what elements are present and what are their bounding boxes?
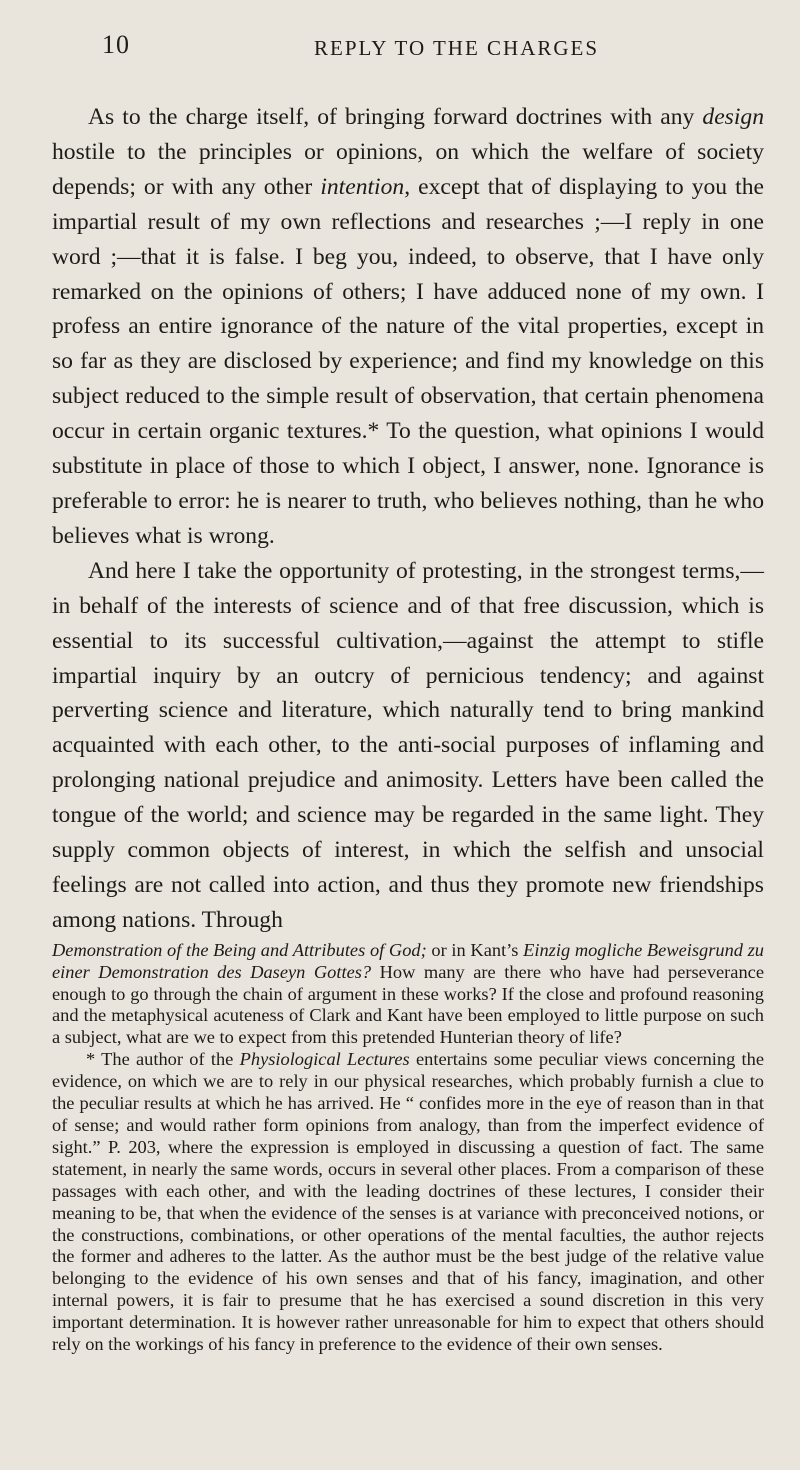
text-run: As to the charge itself, of bringing forward doctrines with any — [88, 104, 703, 130]
continuation-text — [52, 940, 764, 1050]
italic-title: Demonstration of the Being and Attributes of God; — [52, 939, 427, 960]
text-run: or in Kant’s — [426, 939, 524, 960]
running-title: REPLY TO THE CHARGES — [314, 36, 600, 60]
running-header — [102, 30, 760, 70]
text-run: How many are there who have had perseverance enough to go through the chain of argument in these works? If the close and profound reasoning and the metaphysical acuteness of Clark and Kant have been employed to little purpose on such a subject, what are we to expect from this pretended Hunterian theory of life? — [52, 961, 764, 1048]
text-run: * The author of the — [86, 1049, 240, 1070]
italic-title: Einzig mogliche Beweisgrund zu einer Demonstration des Daseyn Gottes? — [52, 939, 765, 982]
paragraph-1 — [52, 100, 764, 554]
main-text — [52, 100, 764, 1356]
text-run: , except that of displaying to you the impartial result of my own reflections and researches ;—I reply in one word ;—that it is false. I beg you, indeed, to observe, that I have only remarked on the opinions of others; I have adduced none of my own. I profess an entire ignorance of the nature of the vital properties, except in so far as they are disclosed by experience; and find my knowledge on this subject reduced to the simple result of observation, that certain phenomena occur in certain organic textures.* To the question, what opinions I would substitute in place of those to which I object, I answer, none. Ignorance is preferable to error: he is nearer to truth, who believes nothing, than he who believes what is wrong. — [52, 173, 764, 549]
text-run: entertains some peculiar views concerning the evidence, on which we are to rely in our physical researches, which probably furnish a clue to the peculiar results at which he has arrived. He “ confides more in the eye of reason than in that of sense; and would rather form opinions from analogy, than from the imperfect evidence of sight.” P. 203, where the expression is employed in discussing a question of fact. The same statement, in nearly the same words, occurs in several other places. From a comparison of these passages with each other, and with the leading doctrines of these lectures, I consider their meaning to be, that when the evidence of the senses is at variance with preconceived notions, or the constructions, combinations, or other operations of the mental faculties, the author rejects the former and adheres to the latter. As the author must be the best judge of the relative value belonging to the evidence of his own senses and that of his fancy, imagination, and other internal powers, it is fair to presume that he has exercised a sound discretion in this very important determination. It is however rather unreasonable for him to expect that others should rely on the workings of his fancy in preference to the evidence of their own senses. — [52, 1049, 765, 1355]
italic-word: intention — [320, 173, 405, 200]
italic-word: design — [702, 104, 764, 130]
italic-title: Physiological Lectures — [239, 1049, 410, 1070]
footnote — [52, 1049, 764, 1356]
small-print — [52, 940, 764, 1356]
page-number: 10 — [102, 30, 130, 59]
paragraph-2: And here I take the opportunity of protesting, in the strongest terms,—in behalf of the interests of science and of that free discussion, which is essential to its successful cultivation,—against the attempt to stifle impartial inquiry by an outcry of pernicious tendency; and against perverting science and literature, which naturally tend to bring mankind acquainted with each other, to the anti-social purposes of inflaming and prolonging national prejudice and animosity. Letters have been called the tongue of the world; and science may be regarded in the same light. They supply common objects of interest, in which the selfish and unsocial feelings are not called into action, and thus they promote new friendships among nations. Through — [52, 557, 764, 933]
text-run: hostile to the principles or opinions, on which the welfare of society depends; or with any other — [52, 138, 764, 200]
